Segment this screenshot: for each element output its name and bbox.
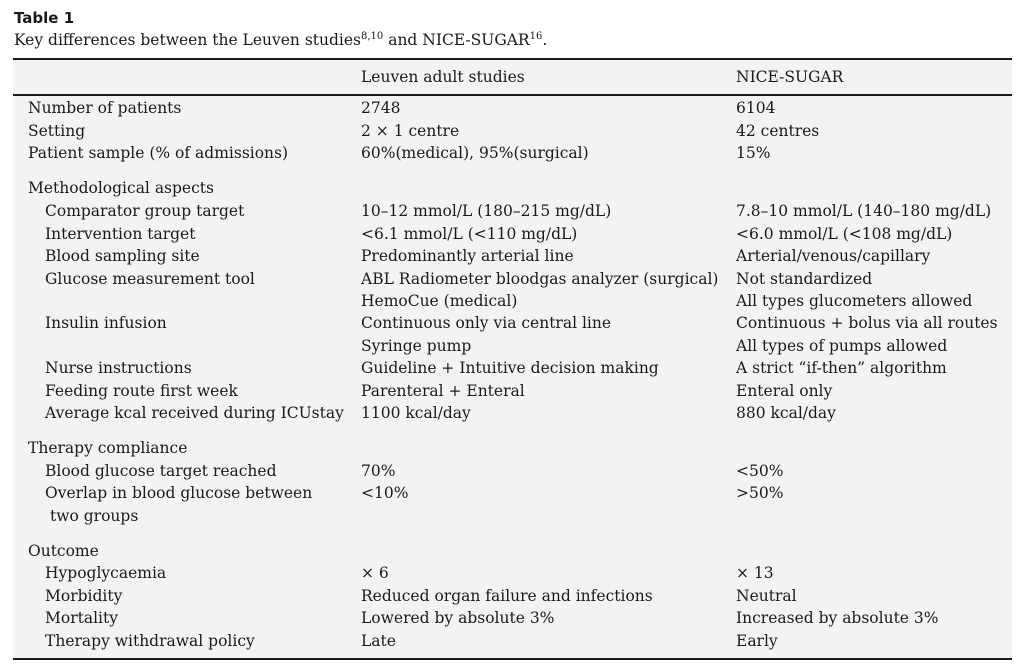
cell-leuven: Late bbox=[361, 631, 396, 650]
cell-leuven: 60%(medical), 95%(surgical) bbox=[361, 144, 589, 162]
caption-text: Key differences between the Leuven studies bbox=[14, 31, 362, 49]
cell-nice-sugar: 15% bbox=[736, 144, 771, 162]
cell-nice-sugar: >50% bbox=[736, 484, 784, 502]
cell-leuven: 70% bbox=[361, 462, 396, 480]
row-label-feeding-route: Feeding route first week bbox=[45, 381, 238, 400]
caption-reference-leuven[interactable]: 8,10 bbox=[361, 31, 384, 42]
cell-leuven: Continuous only via central line bbox=[361, 314, 612, 332]
comparison-table bbox=[13, 58, 1012, 660]
header-rule bbox=[13, 94, 1012, 96]
cell-nice-sugar: A strict “if-then” algorithm bbox=[736, 359, 947, 377]
table-caption bbox=[14, 30, 547, 53]
row-label-therapy-withdrawal-policy: Therapy withdrawal policy bbox=[45, 631, 255, 650]
cell-leuven: Reduced organ failure and infections bbox=[361, 586, 653, 605]
cell-leuven: ABL Radiometer bloodgas analyzer (surgical) bbox=[361, 269, 719, 288]
row-label-mortality: Mortality bbox=[45, 609, 118, 627]
cell-leuven: HemoCue (medical) bbox=[361, 292, 518, 310]
cell-leuven: 1100 kcal/day bbox=[361, 404, 471, 422]
row-label-intervention-target: Intervention target bbox=[45, 224, 196, 243]
cell-nice-sugar: All types glucometers allowed bbox=[736, 292, 973, 310]
cell-nice-sugar: All types of pumps allowed bbox=[736, 336, 948, 355]
cell-nice-sugar: Not standardized bbox=[736, 269, 873, 288]
table-header-row bbox=[13, 66, 1012, 90]
cell-nice-sugar: 880 kcal/day bbox=[736, 404, 836, 422]
section-heading-therapy-compliance: Therapy compliance bbox=[28, 439, 188, 457]
row-label-setting: Setting bbox=[28, 121, 86, 140]
cell-nice-sugar: Enteral only bbox=[736, 381, 833, 400]
cell-leuven: Predominantly arterial line bbox=[361, 247, 574, 265]
row-label-glucose-measurement-tool: Glucose measurement tool bbox=[45, 269, 255, 288]
cell-nice-sugar: Early bbox=[736, 631, 778, 650]
row-label-nurse-instructions: Nurse instructions bbox=[45, 359, 192, 377]
caption-reference-nice[interactable]: 16 bbox=[529, 31, 543, 42]
cell-nice-sugar: <6.0 mmol/L (<108 mg/dL) bbox=[736, 224, 953, 243]
cell-nice-sugar: <50% bbox=[736, 462, 784, 480]
row-label-patient-sample: Patient sample (% of admissions) bbox=[28, 144, 289, 162]
section-heading-outcome: Outcome bbox=[28, 541, 99, 560]
row-label-blood-glucose-target-reached: Blood glucose target reached bbox=[45, 462, 277, 480]
row-label-morbidity: Morbidity bbox=[45, 586, 123, 605]
row-label-continuation: two groups bbox=[50, 506, 139, 525]
cell-nice-sugar: Neutral bbox=[736, 586, 797, 605]
cell-leuven: <10% bbox=[361, 484, 409, 502]
cell-leuven: 10–12 mmol/L (180–215 mg/dL) bbox=[361, 202, 612, 220]
cell-nice-sugar: 42 centres bbox=[736, 121, 820, 140]
column-header-nice-sugar: NICE-SUGAR bbox=[736, 68, 844, 86]
row-label-blood-sampling-site: Blood sampling site bbox=[45, 247, 200, 265]
column-header-leuven: Leuven adult studies bbox=[361, 68, 525, 86]
cell-nice-sugar: 7.8–10 mmol/L (140–180 mg/dL) bbox=[736, 202, 992, 220]
cell-leuven: Parenteral + Enteral bbox=[361, 381, 525, 400]
cell-leuven: 2748 bbox=[361, 99, 401, 117]
cell-leuven: Guideline + Intuitive decision making bbox=[361, 359, 659, 377]
caption-text-mid: and NICE-SUGAR bbox=[383, 31, 530, 49]
cell-leuven: Syringe pump bbox=[361, 336, 472, 355]
row-label-overlap-in-blood-glucose: Overlap in blood glucose between bbox=[45, 484, 313, 502]
cell-nice-sugar: 6104 bbox=[736, 99, 776, 117]
cell-nice-sugar: Continuous + bolus via all routes bbox=[736, 314, 998, 332]
row-label-insulin-infusion: Insulin infusion bbox=[45, 314, 167, 332]
cell-leuven: 2 × 1 centre bbox=[361, 121, 460, 140]
section-heading-methodological-aspects: Methodological aspects bbox=[28, 179, 214, 197]
cell-nice-sugar: × 13 bbox=[736, 564, 774, 582]
cell-nice-sugar: Increased by absolute 3% bbox=[736, 609, 939, 627]
row-label-comparator-group-target: Comparator group target bbox=[45, 202, 245, 220]
row-label-number-of-patients: Number of patients bbox=[28, 99, 182, 117]
caption-text-end: . bbox=[542, 31, 548, 49]
cell-leuven: × 6 bbox=[361, 564, 389, 582]
cell-nice-sugar: Arterial/venous/capillary bbox=[736, 247, 931, 265]
cell-leuven: <6.1 mmol/L (<110 mg/dL) bbox=[361, 224, 578, 243]
row-label-hypoglycaemia: Hypoglycaemia bbox=[45, 564, 167, 582]
cell-leuven: Lowered by absolute 3% bbox=[361, 609, 555, 627]
table-label: Table 1 bbox=[14, 9, 75, 27]
row-label-average-kcal: Average kcal received during ICUstay bbox=[45, 404, 344, 422]
